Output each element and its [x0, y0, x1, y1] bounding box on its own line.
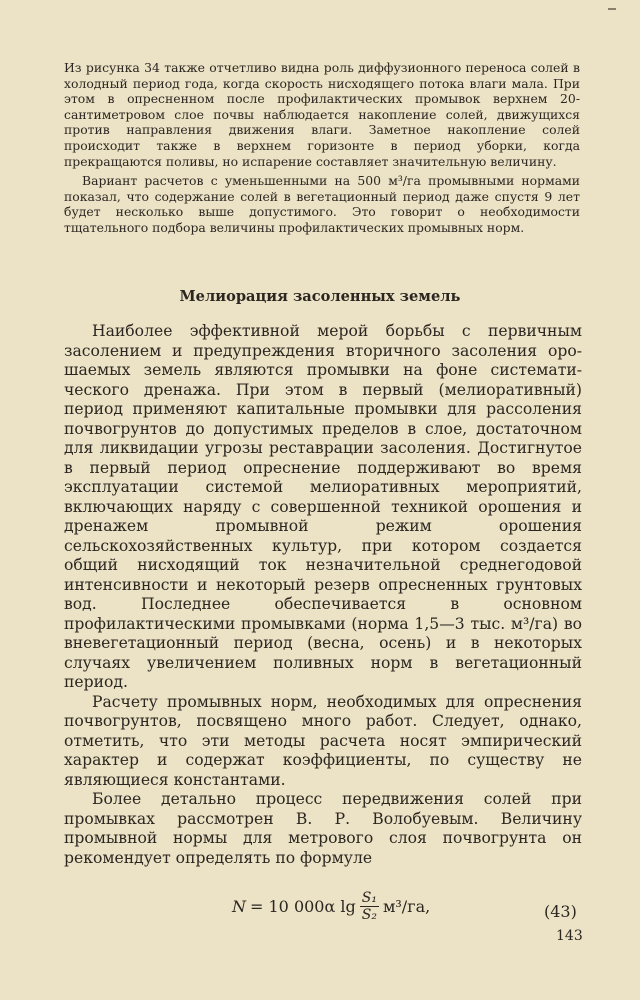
formula-fraction — [360, 890, 379, 923]
paragraph: Расчету промывных норм, необходимых для опреснения почвогрунтов, посвящено много работ. Следует, однако, отметить, что эти методы расчета носят эмпирический характер и содержат коэффициенты, по существу не являющиеся константами. — [64, 692, 582, 789]
formula-expression — [232, 890, 430, 923]
formula-43 — [0, 880, 640, 940]
paragraph: Из рисунка 34 также отчетливо видна роль диффузионного переноса солей в холодный период года, когда скорость нисходящего потока влаги мала. При этом в опресненном после профилактических промывок верхнем 20-сантиметровом слое почвы наблюдается накопление солей, движущихся против направления движения влаги. Заметное накопление солей происходит также в верхнем горизонте в период уборки, когда прекращаются поливы, но испарение составляет значительную величину. — [64, 60, 580, 169]
section-body — [64, 322, 582, 868]
formula-unit: м³/га, — [382, 897, 431, 916]
formula-denominator: S₂ — [361, 907, 377, 923]
formula-lhs: N — [232, 897, 246, 916]
equation-number: (43) — [544, 902, 577, 921]
paragraph: Вариант расчетов с уменьшенными на 500 м³/га промывными нормами показал, что содержание солей в вегетационный период даже спустя 9 лет будет несколько выше допустимого. Это говорит о необходимости тщательного подбора величины профилактических промывных норм. — [64, 173, 580, 235]
section-heading: Мелиорация засоленных земель — [179, 288, 461, 305]
formula-numerator: S₁ — [361, 890, 377, 906]
scan-mark — [608, 8, 616, 10]
paragraph: Наиболее эффективной мерой борьбы с первичным засолением и предупреждения вторичного засоления орошаемых земель являются промывки на фоне систематического дренажа. При этом в первый (мелиоративный) период применяют капитальные промывки для рассоления почвогрунтов до допустимых пределов в слое, достаточном для ликвидации угрозы реставрации засоления. Достигнутое в первый период опреснение поддерживают во время эксплуатации системой мелиоративных мероприятий, включающих наряду с совершенной техникой орошения и дренажем промывной режим орошения сельскохозяйственных культур, при котором создается общий нисходящий ток незначительной среднегодовой интенсивности и некоторый резерв опресненных грунтовых вод. Последнее обеспечивается в основном профилактическими промывками (норма 1,5—3 тыс. м³/га) во вневегетационный период (весна, осень) и в некоторых случаях увеличением поливных норм в вегетационный период. — [64, 322, 582, 691]
paragraph: Более детально процесс передвижения солей при промывках рассмотрен В. Р. Волобуевым. Величину промывной нормы для метрового слоя почвогрунта он рекомендует определять по формуле — [64, 790, 582, 867]
top-text-block — [64, 60, 580, 236]
formula-coefficient: = 10 000α lg — [250, 897, 356, 916]
page-number: 143 — [556, 928, 583, 944]
